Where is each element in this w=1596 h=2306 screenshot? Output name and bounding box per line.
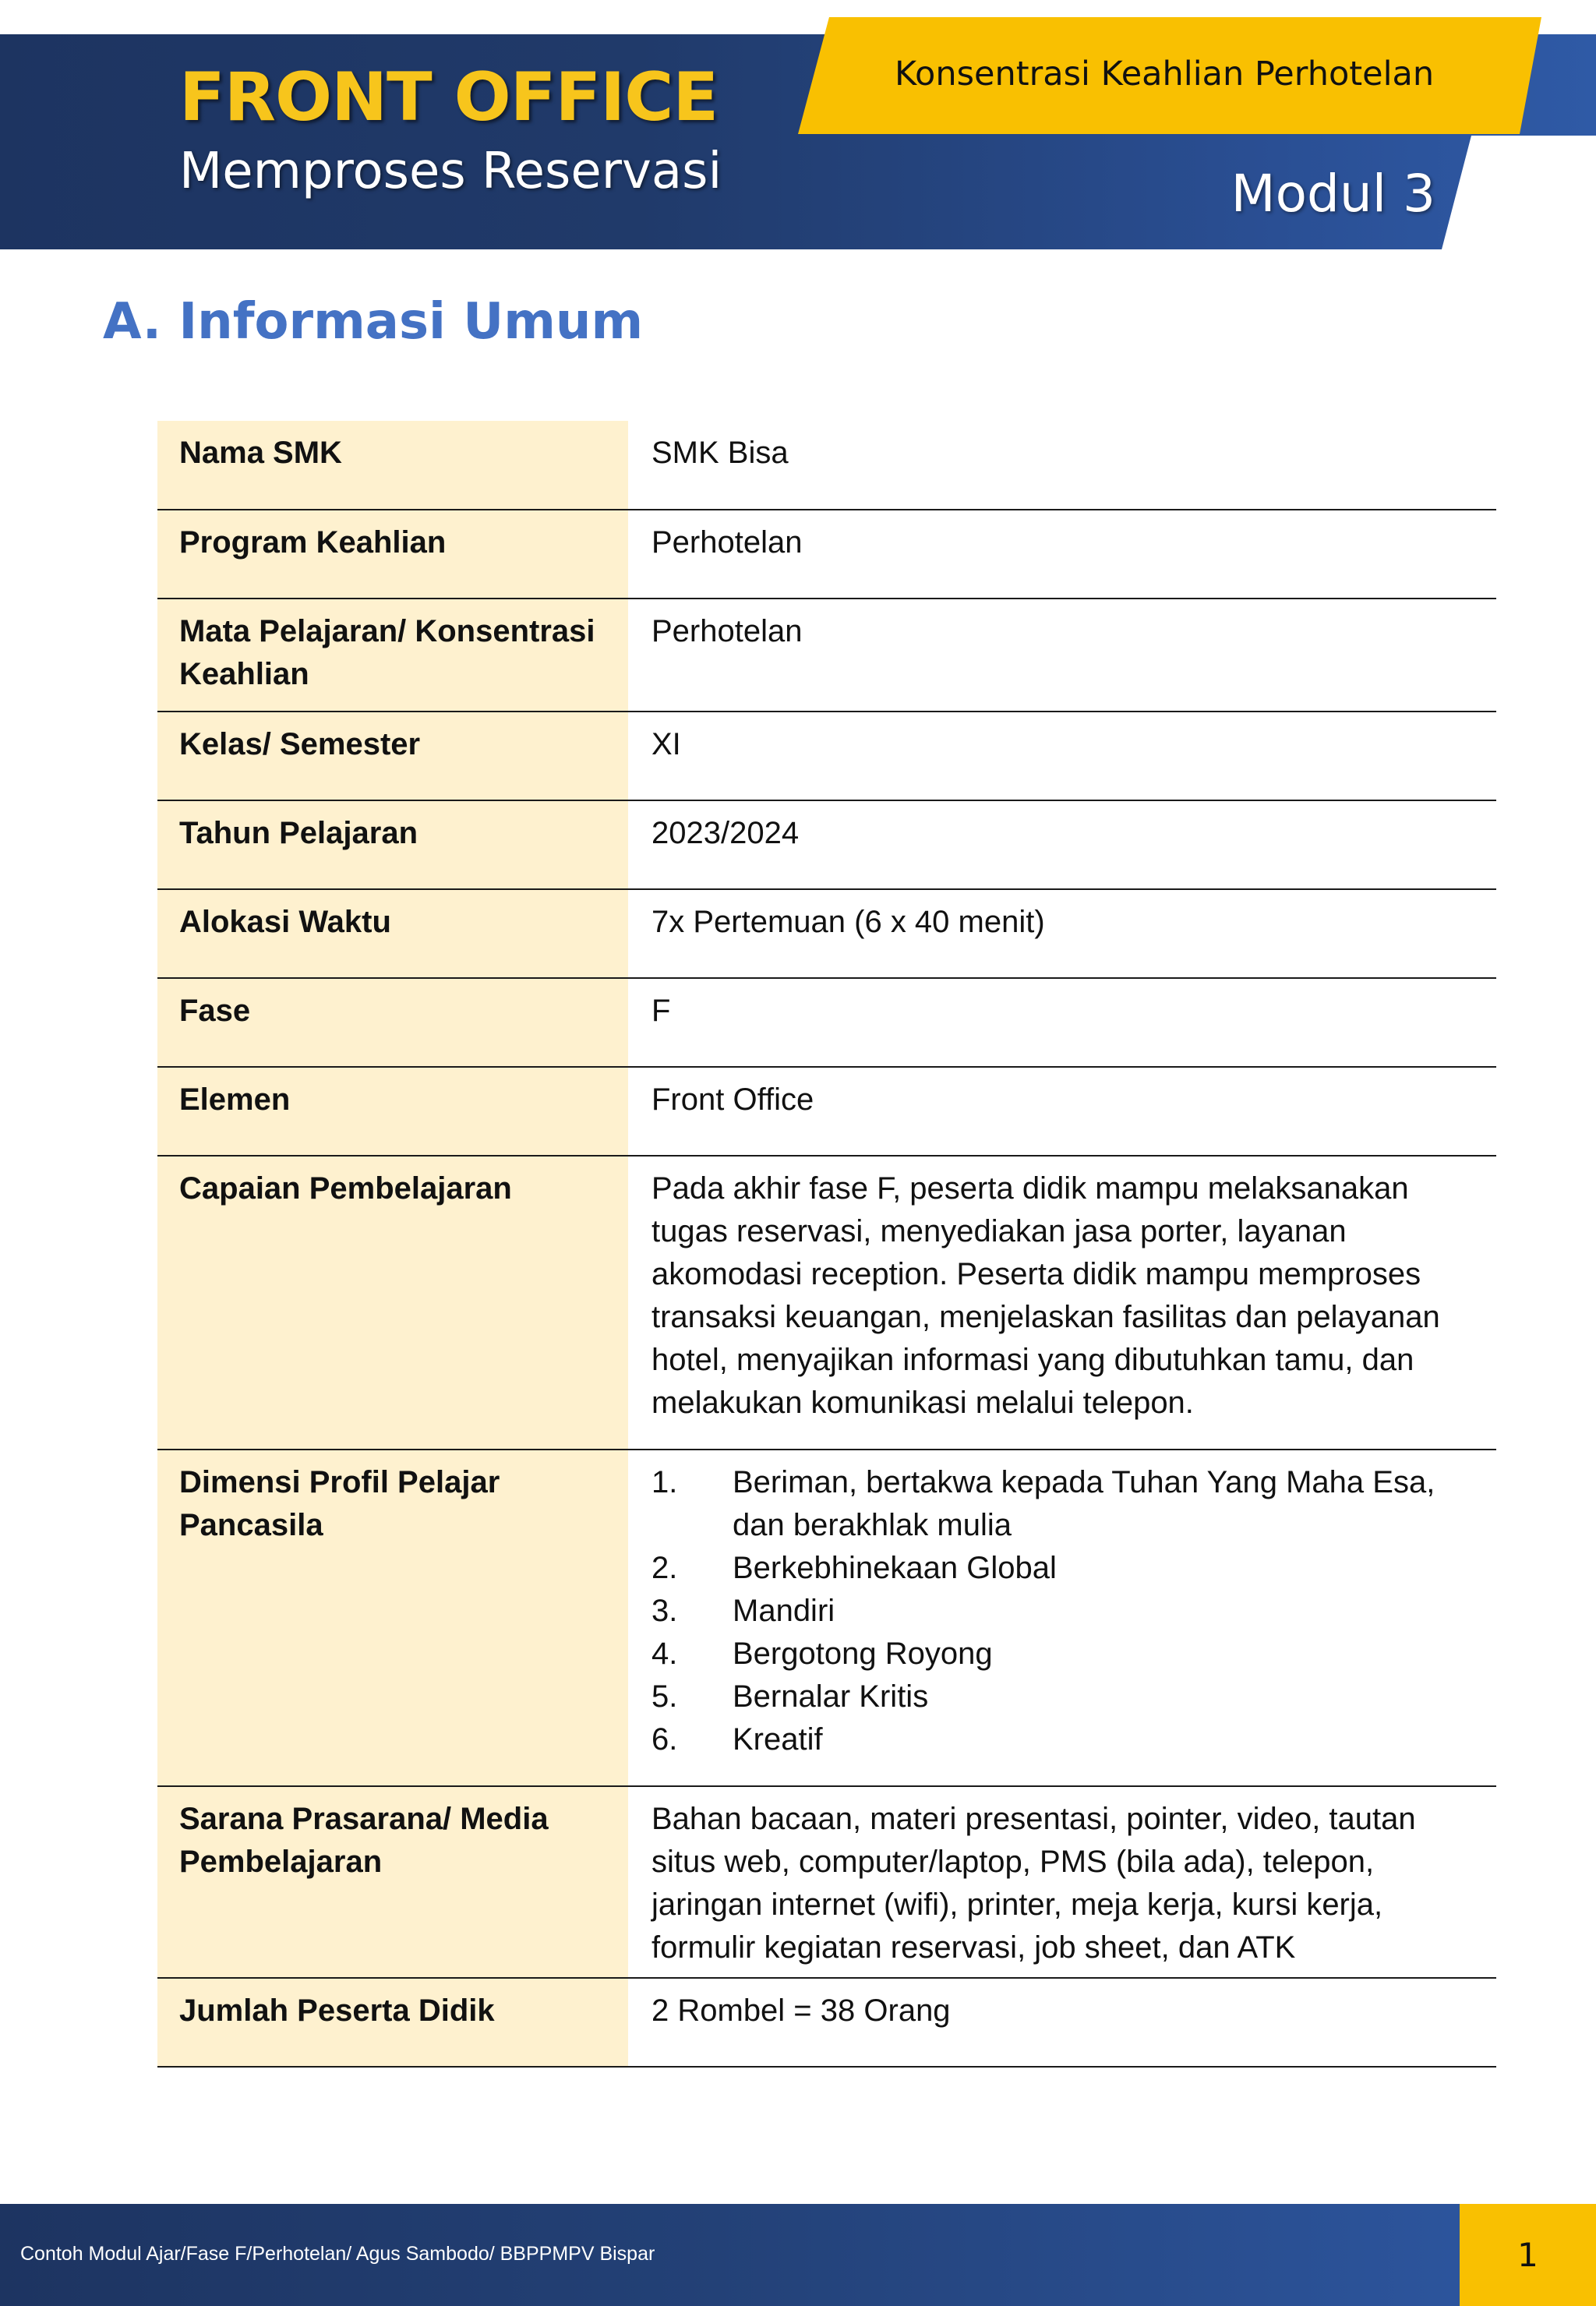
list-text: Bernalar Kritis (733, 1679, 929, 1714)
page-number: 1 (1517, 2236, 1538, 2274)
list-item (651, 1718, 1481, 1761)
list-text: Mandiri (733, 1594, 835, 1628)
list-text: Beriman, bertakwa kepada Tuhan Yang Maha Esa, dan berakhlak mulia (733, 1465, 1435, 1542)
table-row (157, 890, 1496, 979)
row-value: Pada akhir fase F, peserta didik mampu melaksanakan tugas reservasi, menyediakan jasa porter, layanan akomodasi reception. Peserta didik mampu memproses transaksi keuangan, menjelaskan fasilitas dan pelayanan hotel, menyajikan informasi yang dibutuhkan tamu, dan melakukan komunikasi melalui telepon. (651, 1171, 1440, 1420)
row-label: Mata Pelajaran/ Konsentrasi Keahlian (157, 599, 628, 711)
list-item (651, 1633, 1481, 1676)
row-value: Bahan bacaan, materi presentasi, pointer, video, tautan situs web, computer/laptop, PMS (bila ada), telepon, jaringan internet (wifi), printer, meja kerja, kursi kerja, formulir kegiatan reservasi, job sheet, dan ATK (651, 1802, 1416, 1965)
table-row (157, 712, 1496, 801)
table-row (157, 510, 1496, 599)
table-row (157, 1157, 1496, 1450)
row-value: 2 Rombel = 38 Orang (651, 1993, 951, 2028)
row-label: Alokasi Waktu (157, 890, 628, 977)
list-item (651, 1461, 1481, 1547)
table-row (157, 599, 1496, 712)
row-label: Kelas/ Semester (157, 712, 628, 800)
row-value: SMK Bisa (651, 436, 789, 470)
list-item (651, 1590, 1481, 1633)
section-title: A. Informasi Umum (103, 293, 644, 351)
row-value: XI (651, 727, 681, 761)
row-label: Jumlah Peserta Didik (157, 1979, 628, 2066)
table-row (157, 1979, 1496, 2068)
row-value-list (628, 1450, 1496, 1785)
row-label: Fase (157, 979, 628, 1066)
row-value: F (651, 994, 671, 1028)
profile-dimension-list (651, 1461, 1481, 1761)
row-label: Nama SMK (157, 421, 628, 509)
row-label: Sarana Prasarana/ Media Pembelajaran (157, 1787, 628, 1977)
document-subtitle: Memproses Reservasi (179, 143, 722, 200)
row-label: Dimensi Profil Pelajar Pancasila (157, 1450, 628, 1785)
module-label: Modul 3 (1231, 164, 1435, 224)
list-text: Kreatif (733, 1722, 823, 1757)
info-table (157, 421, 1496, 2068)
row-value: 2023/2024 (651, 816, 800, 850)
row-value: 7x Pertemuan (6 x 40 menit) (651, 905, 1045, 939)
list-number: 5. (651, 1679, 678, 1714)
table-row (157, 1787, 1496, 1979)
footer-citation: Contoh Modul Ajar/Fase F/Perhotelan/ Agus Sambodo/ BBPPMPV Bispar (20, 2243, 655, 2265)
list-number: 2. (651, 1551, 678, 1585)
row-label: Program Keahlian (157, 510, 628, 598)
row-value: Perhotelan (651, 525, 803, 560)
list-number: 1. (651, 1465, 678, 1499)
row-label: Elemen (157, 1068, 628, 1155)
row-value: Front Office (651, 1082, 814, 1117)
row-label: Capaian Pembelajaran (157, 1157, 628, 1449)
list-item (651, 1676, 1481, 1718)
table-row (157, 421, 1496, 510)
list-number: 3. (651, 1594, 678, 1628)
table-row (157, 979, 1496, 1068)
list-text: Berkebhinekaan Global (733, 1551, 1057, 1585)
list-text: Bergotong Royong (733, 1637, 993, 1671)
table-row (157, 801, 1496, 890)
row-value: Perhotelan (651, 614, 803, 648)
document-title: FRONT OFFICE (179, 58, 719, 136)
table-row (157, 1068, 1496, 1157)
row-label: Tahun Pelajaran (157, 801, 628, 888)
concentration-banner-text: Konsentrasi Keahlian Perhotelan (895, 55, 1435, 94)
table-row (157, 1450, 1496, 1787)
list-number: 6. (651, 1722, 678, 1757)
list-item (651, 1547, 1481, 1590)
list-number: 4. (651, 1637, 678, 1671)
